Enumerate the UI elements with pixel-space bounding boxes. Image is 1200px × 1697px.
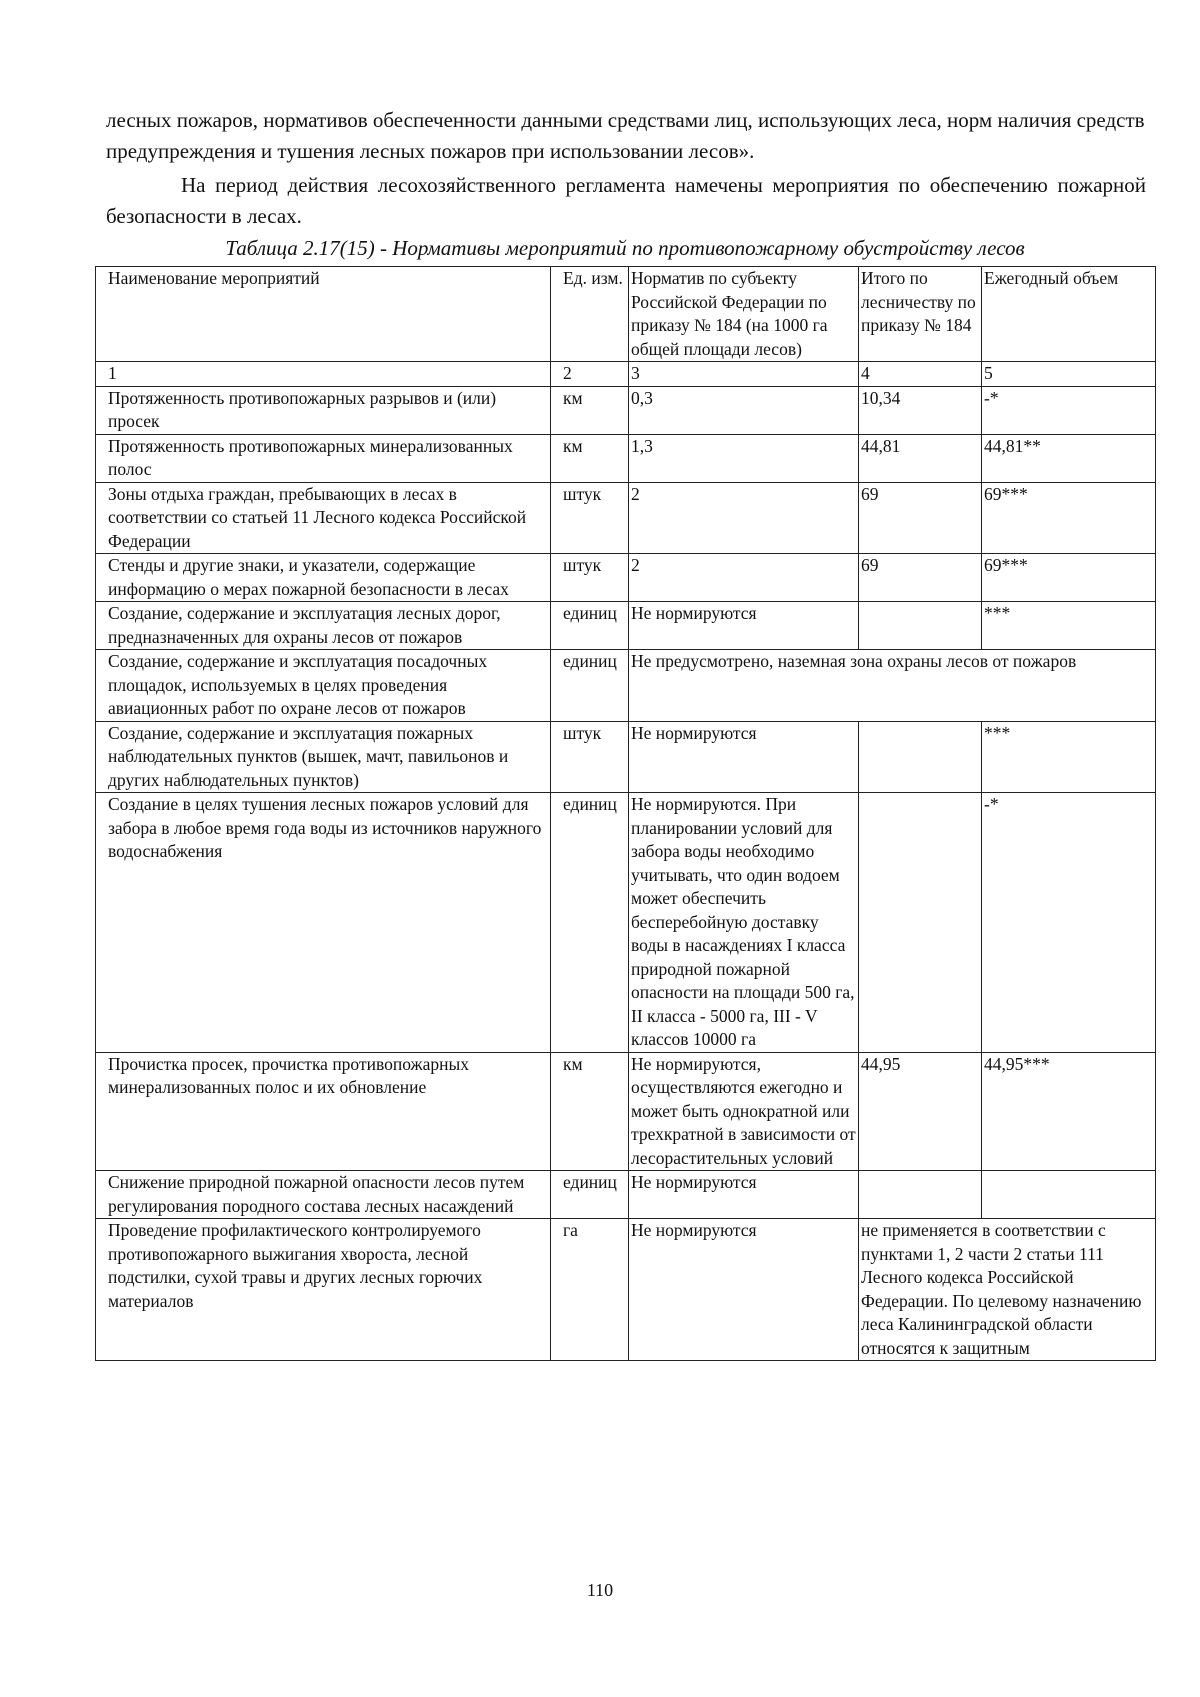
activity-cell: Проведение профилактического контролируемого противопожарного выжигания хвороста, лесной подстилки, сухой травы и других лесных горючих материалов — [96, 1219, 551, 1361]
activity-cell: Создание, содержание и эксплуатация пожарных наблюдательных пунктов (вышек, мачт, павильонов и других наблюдательных пунктов) — [96, 721, 551, 793]
activity-cell: Протяженность противопожарных разрывов и (или) просек — [96, 386, 551, 434]
total-cell — [859, 793, 982, 1053]
table-row — [96, 650, 1156, 722]
table-row — [96, 721, 1156, 793]
unit-cell: единиц — [551, 602, 629, 650]
column-number-row — [96, 362, 1156, 387]
norm-cell: Не нормируются — [629, 721, 859, 793]
norm-cell: 0,3 — [629, 386, 859, 434]
annual-cell — [982, 1171, 1156, 1219]
header-cell-unit: Ед. изм. — [551, 267, 629, 362]
fire-safety-norms-table — [95, 266, 1156, 1361]
header-cell-norm: Норматив по субъекту Российской Федерации по приказу № 184 (на 1000 га общей площади лесов) — [629, 267, 859, 362]
activity-cell: Создание, содержание и эксплуатация лесных дорог, предназначенных для охраны лесов от пожаров — [96, 602, 551, 650]
norm-cell: 2 — [629, 482, 859, 554]
total-cell: 44,81 — [859, 434, 982, 482]
activity-cell: Протяженность противопожарных минерализованных полос — [96, 434, 551, 482]
norm-cell: 1,3 — [629, 434, 859, 482]
activity-cell: Создание, содержание и эксплуатация посадочных площадок, используемых в целях проведения авиационных работ по охране лесов от пожаров — [96, 650, 551, 722]
total-cell: 10,34 — [859, 386, 982, 434]
norm-cell: Не нормируются. При планировании условий для забора воды необходимо учитывать, что один водоем может обеспечить бесперебойную доставку воды в насаждениях I класса природной пожарной опасности на площади 500 га, II класса - 5000 га, III - V классов 10000 га — [629, 793, 859, 1053]
norm-cell: Не нормируются — [629, 1171, 859, 1219]
norm-cell: Не нормируются, осуществляются ежегодно и может быть однократной или трехкратной в зависимости от лесорастительных условий — [629, 1052, 859, 1171]
annual-cell: 44,81** — [982, 434, 1156, 482]
column-number: 5 — [982, 362, 1156, 387]
unit-cell: единиц — [551, 793, 629, 1053]
intro-paragraph-continued: лесных пожаров, нормативов обеспеченности данными средствами лиц, использующих леса, норм наличия средств предупреждения и тушения лесных пожаров при использовании лесов». — [106, 108, 1145, 163]
unit-cell: штук — [551, 721, 629, 793]
table-row — [96, 1171, 1156, 1219]
table-row — [96, 386, 1156, 434]
total-cell — [859, 1171, 982, 1219]
page-number: 110 — [586, 1580, 614, 1600]
activity-cell: Прочистка просек, прочистка противопожарных минерализованных полос и их обновление — [96, 1052, 551, 1171]
total-cell: 69 — [859, 482, 982, 554]
table-body — [96, 267, 1156, 1361]
header-cell-activity: Наименование мероприятий — [96, 267, 551, 362]
unit-cell: штук — [551, 554, 629, 602]
annual-cell: *** — [982, 602, 1156, 650]
activity-cell: Снижение природной пожарной опасности лесов путем регулирования породного состава лесных насаждений — [96, 1171, 551, 1219]
column-number: 2 — [551, 362, 629, 387]
table-row — [96, 602, 1156, 650]
total-cell — [859, 602, 982, 650]
unit-cell: км — [551, 1052, 629, 1171]
annual-cell: -* — [982, 793, 1156, 1053]
annual-cell: 69*** — [982, 554, 1156, 602]
norm-cell: Не нормируются — [629, 1219, 859, 1361]
merged-note-cell: не применяется в соответствии с пунктами 1, 2 части 2 статьи 111 Лесного кодекса Российской Федерации. По целевому назначению леса Калининградской области относятся к защитным — [859, 1219, 1156, 1361]
table-row — [96, 434, 1156, 482]
norm-cell: Не нормируются — [629, 602, 859, 650]
total-cell: 44,95 — [859, 1052, 982, 1171]
activity-cell: Стенды и другие знаки, и указатели, содержащие информацию о мерах пожарной безопасности в лесах — [96, 554, 551, 602]
norm-cell: 2 — [629, 554, 859, 602]
table-row — [96, 554, 1156, 602]
table-row — [96, 793, 1156, 1053]
column-number: 3 — [629, 362, 859, 387]
table-caption: Таблица 2.17(15) - Нормативы мероприятий по противопожарному обустройству лесов — [225, 236, 1025, 260]
unit-cell: единиц — [551, 1171, 629, 1219]
table-row — [96, 1052, 1156, 1171]
unit-cell: штук — [551, 482, 629, 554]
unit-cell: га — [551, 1219, 629, 1361]
activity-cell: Зоны отдыха граждан, пребывающих в лесах в соответствии со статьей 11 Лесного кодекса Российской Федерации — [96, 482, 551, 554]
annual-cell: *** — [982, 721, 1156, 793]
table-row — [96, 1219, 1156, 1361]
merged-note-cell: Не предусмотрено, наземная зона охраны лесов от пожаров — [629, 650, 1156, 722]
total-cell — [859, 721, 982, 793]
annual-cell: -* — [982, 386, 1156, 434]
unit-cell: км — [551, 434, 629, 482]
column-number: 4 — [859, 362, 982, 387]
annual-cell: 69*** — [982, 482, 1156, 554]
column-number: 1 — [96, 362, 551, 387]
unit-cell: км — [551, 386, 629, 434]
table-row — [96, 482, 1156, 554]
table-header-row — [96, 267, 1156, 362]
total-cell: 69 — [859, 554, 982, 602]
intro-paragraph-measures: На период действия лесохозяйственного регламента намечены мероприятия по обеспечению пожарной безопасности в лесах. — [106, 173, 1146, 228]
header-cell-annual: Ежегодный объем — [982, 267, 1156, 362]
activity-cell: Создание в целях тушения лесных пожаров условий для забора в любое время года воды из источников наружного водоснабжения — [96, 793, 551, 1053]
unit-cell: единиц — [551, 650, 629, 722]
annual-cell: 44,95*** — [982, 1052, 1156, 1171]
header-cell-total: Итого по лесничеству по приказу № 184 — [859, 267, 982, 362]
